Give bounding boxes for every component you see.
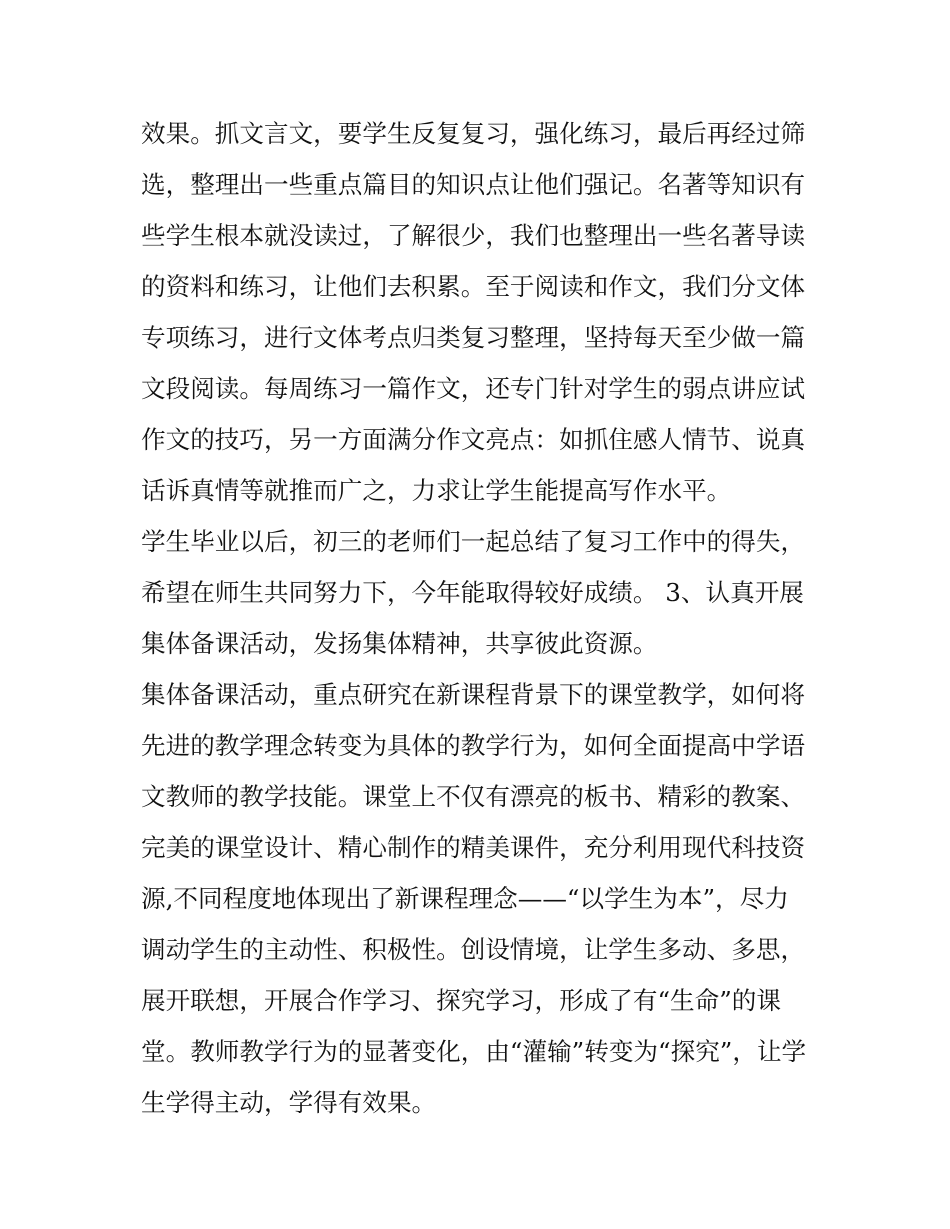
text-line: 效果。抓文言文，要学生反复复习，强化练习，最后再经过筛: [141, 119, 806, 148]
text-line: 调动学生的主动性、积极性。创设情境，让学生多动、多思，: [141, 935, 806, 964]
text-line: 学生毕业以后，初三的老师们一起总结了复习工作中的得失，: [141, 527, 806, 556]
text-line: 展开联想，开展合作学习、探究学习，形成了有“生命”的课: [141, 986, 781, 1015]
text-line: 希望在师生共同努力下，今年能取得较好成绩。 3、认真开展: [141, 578, 804, 607]
text-line: 堂。教师教学行为的显著变化，由“灌输”转变为“探究”，让学: [141, 1037, 807, 1066]
text-line: 选，整理出一些重点篇目的知识点让他们强记。名著等知识有: [141, 170, 806, 199]
text-line: 些学生根本就没读过，了解很少，我们也整理出一些名著导读: [141, 221, 806, 250]
text-line: 的资料和练习，让他们去积累。至于阅读和作文，我们分文体: [141, 272, 806, 301]
text-line: 话诉真情等就推而广之，力求让学生能提高写作水平。: [141, 476, 732, 505]
text-line: 文段阅读。每周练习一篇作文，还专门针对学生的弱点讲应试: [141, 374, 806, 403]
text-line: 源,不同程度地体现出了新课程理念——“以学生为本”，尽力: [141, 884, 789, 913]
text-line: 专项练习，进行文体考点归类复习整理，坚持每天至少做一篇: [141, 323, 806, 352]
text-line: 集体备课活动，发扬集体精神，共享彼此资源。: [141, 629, 658, 658]
body-text: [141, 108, 821, 1128]
text-line: 生学得主动，学得有效果。: [141, 1088, 437, 1117]
text-line: 完美的课堂设计、精心制作的精美课件，充分利用现代科技资: [141, 833, 806, 862]
text-line: 作文的技巧，另一方面满分作文亮点：如抓住感人情节、说真: [141, 425, 806, 454]
text-line: 先进的教学理念转变为具体的教学行为，如何全面提高中学语: [141, 731, 806, 760]
text-line: 集体备课活动，重点研究在新课程背景下的课堂教学，如何将: [141, 680, 806, 709]
text-line: 文教师的教学技能。课堂上不仅有漂亮的板书、精彩的教案、: [141, 782, 806, 811]
